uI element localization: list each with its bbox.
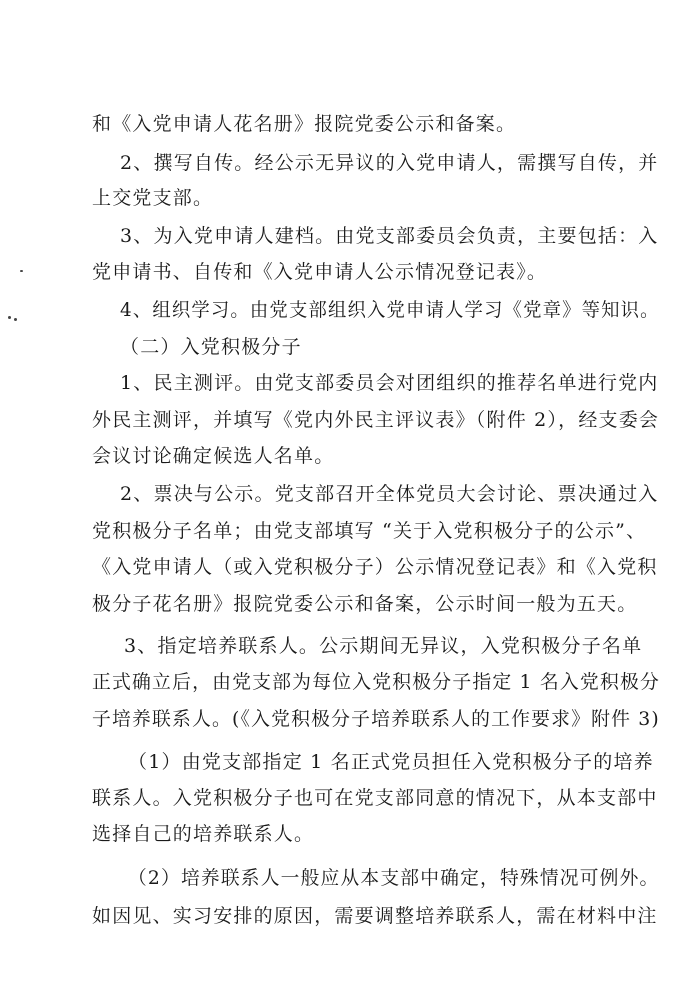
text-line: 和《入党申请人花名册》报院党委公示和备案。 xyxy=(92,113,517,135)
text-line: 党申请书、自传和《入党申请人公示情况登记表》。 xyxy=(92,261,548,283)
text-line: 如因见、实习安排的原因，需要调整培养联系人，需在材料中注 xyxy=(92,905,658,927)
text-line: 2、撰写自传。经公示无异议的入党申请人，需撰写自传，并 xyxy=(120,152,659,174)
text-line: （2）培养联系人一般应从本支部中确定，特殊情况可例外。 xyxy=(128,867,660,889)
text-line: 联系人。入党积极分子也可在党支部同意的情况下，从本支部中 xyxy=(92,787,658,809)
text-line: 4、组织学习。由党支部组织入党申请人学习《党章》等知识。 xyxy=(120,299,660,321)
text-line: 正式确立后，由党支部为每位入党积极分子指定 1 名入党积极分 xyxy=(92,671,661,693)
text-line: 1、民主测评。由党支部委员会对团组织的推荐名单进行党内 xyxy=(120,372,659,394)
text-line: 会议讨论确定候选人名单。 xyxy=(92,445,335,467)
text-line: （1）由党支部指定 1 名正式党员担任入党积极分子的培养 xyxy=(128,751,654,773)
text-line: 极分子花名册》报院党委公示和备案，公示时间一般为五天。 xyxy=(92,593,638,615)
text-line: 上交党支部。 xyxy=(92,187,214,209)
text-line: 外民主测评，并填写《党内外民主评议表》（附件 2），经支委会 xyxy=(92,409,660,431)
text-line: 2、票决与公示。党支部召开全体党员大会讨论、票决通过入 xyxy=(120,483,659,505)
text-line: 选择自己的培养联系人。 xyxy=(92,823,315,845)
text-line: 3、为入党申请人建档。由党支部委员会负责，主要包括：入 xyxy=(120,225,659,247)
scan-speck xyxy=(8,316,11,319)
scan-speck xyxy=(20,270,23,272)
text-line: 3、指定培养联系人。公示期间无异议，入党积极分子名单 xyxy=(124,635,643,657)
text-line: 《入党申请人（或入党积极分子）公示情况登记表》和《入党积 xyxy=(92,556,658,578)
text-line: 党积极分子名单；由党支部填写 “关于入党积极分子的公示”、 xyxy=(92,520,647,542)
scan-speck xyxy=(14,318,17,321)
text-line: 子培养联系人。(《入党积极分子培养联系人的工作要求》附件 3) xyxy=(92,708,660,730)
section-heading: （二）入党积极分子 xyxy=(120,336,302,358)
